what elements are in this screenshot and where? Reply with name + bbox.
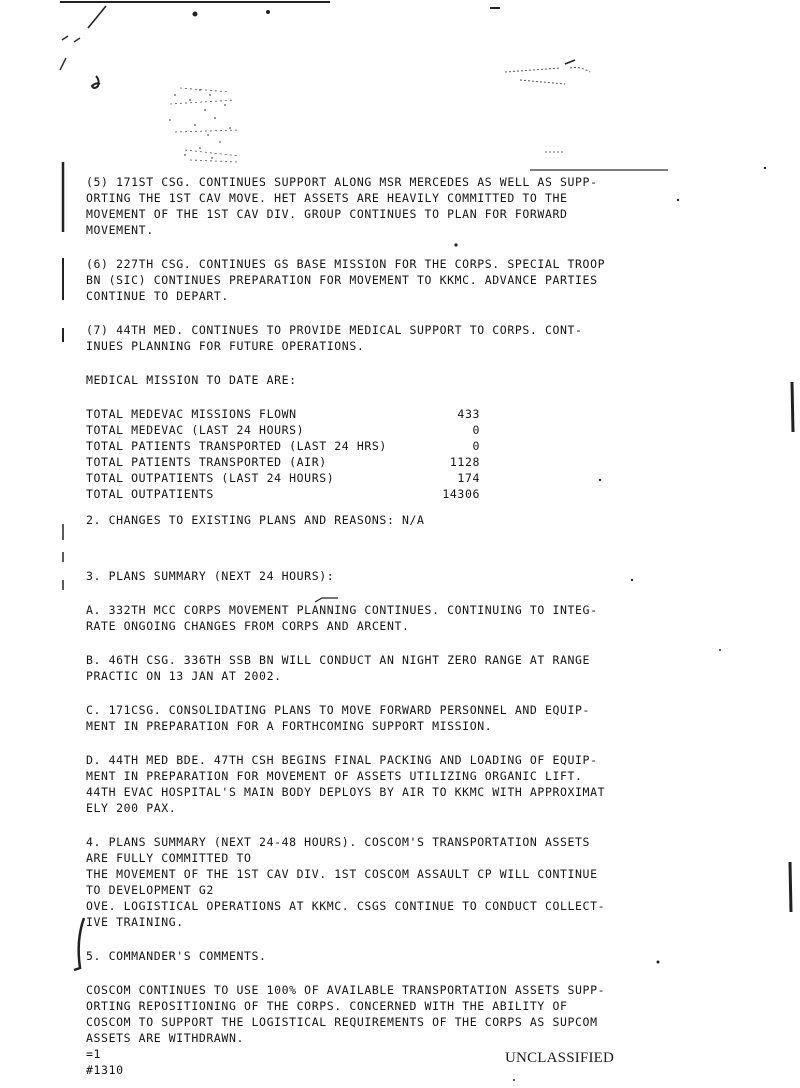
text-line: RATE ONGOING CHANGES FROM CORPS AND ARCENT. — [86, 619, 410, 633]
text-line: OVE. LOGISTICAL OPERATIONS AT KKMC. CSGS CONTINUE TO CONDUCT COLLECT- — [86, 899, 606, 913]
text-line: PRACTIC ON 13 JAN AT 2002. — [86, 669, 282, 683]
text-line: A. 332TH MCC CORPS MOVEMENT PLANNING CONTINUES. CONTINUING TO INTEG- — [86, 603, 598, 617]
text-line: THE MOVEMENT OF THE 1ST CAV DIV. 1ST COSCOM ASSAULT CP WILL CONTINUE — [86, 867, 598, 881]
footer-line: #1310 — [86, 1063, 124, 1077]
stat-value: 0 — [472, 439, 480, 453]
section-4 — [86, 834, 686, 930]
text-line: ELY 200 PAX. — [86, 801, 177, 815]
stat-row — [86, 454, 686, 470]
text-line: ARE FULLY COMMITTED TO — [86, 851, 252, 865]
text-line: ASSETS ARE WITHDRAWN. — [86, 1031, 244, 1045]
text-line: (7) 44TH MED. CONTINUES TO PROVIDE MEDICAL SUPPORT TO CORPS. CONT- — [86, 323, 583, 337]
text-line: 4. PLANS SUMMARY (NEXT 24-48 HOURS). COSCOM'S TRANSPORTATION ASSETS — [86, 835, 591, 849]
stat-row — [86, 486, 686, 502]
paragraph-b — [86, 652, 686, 684]
section-2 — [86, 512, 686, 528]
stat-label: TOTAL OUTPATIENTS — [86, 487, 214, 501]
text-line: MEDICAL MISSION TO DATE ARE: — [86, 373, 297, 387]
text-line: IVE TRAINING. — [86, 915, 184, 929]
stat-label: TOTAL MEDEVAC MISSIONS FLOWN — [86, 407, 297, 421]
stat-row — [86, 438, 686, 454]
paragraph-c — [86, 702, 686, 734]
stat-row — [86, 470, 686, 486]
text-line: B. 46TH CSG. 336TH SSB BN WILL CONDUCT AN NIGHT ZERO RANGE AT RANGE — [86, 653, 591, 667]
text-line: MENT IN PREPARATION FOR A FORTHCOMING SUPPORT MISSION. — [86, 719, 493, 733]
text-line: (6) 227TH CSG. CONTINUES GS BASE MISSION FOR THE CORPS. SPECIAL TROOP — [86, 257, 606, 271]
stat-value: 0 — [472, 423, 480, 437]
paragraph-44th-med — [86, 322, 686, 354]
paragraph-a — [86, 602, 686, 634]
paragraph-227th-csg — [86, 256, 686, 304]
stat-row — [86, 406, 686, 422]
stat-label: TOTAL OUTPATIENTS (LAST 24 HOURS) — [86, 471, 335, 485]
stat-value: 174 — [457, 471, 480, 485]
stat-label: TOTAL MEDEVAC (LAST 24 HOURS) — [86, 423, 305, 437]
stat-value: 1128 — [449, 455, 480, 469]
text-line: COSCOM TO SUPPORT THE LOGISTICAL REQUIREMENTS OF THE CORPS AS SUPCOM — [86, 1015, 598, 1029]
text-line: COSCOM CONTINUES TO USE 100% OF AVAILABLE TRANSPORTATION ASSETS SUPP- — [86, 983, 606, 997]
text-line: C. 171CSG. CONSOLIDATING PLANS TO MOVE FORWARD PERSONNEL AND EQUIP- — [86, 703, 591, 717]
medical-stats-table — [86, 406, 686, 502]
stat-label: TOTAL PATIENTS TRANSPORTED (AIR) — [86, 455, 327, 469]
stat-value: 14306 — [442, 487, 480, 501]
text-line: TO DEVELOPMENT G2 — [86, 883, 214, 897]
stat-value: 433 — [457, 407, 480, 421]
text-line: 5. COMMANDER'S COMMENTS. — [86, 949, 267, 963]
text-line: 44TH EVAC HOSPITAL'S MAIN BODY DEPLOYS BY AIR TO KKMC WITH APPROXIMAT — [86, 785, 606, 799]
text-line: D. 44TH MED BDE. 47TH CSH BEGINS FINAL PACKING AND LOADING OF EQUIP- — [86, 753, 598, 767]
text-line: MENT IN PREPARATION FOR MOVEMENT OF ASSETS UTILIZING ORGANIC LIFT. — [86, 769, 583, 783]
text-line: ORTING THE 1ST CAV MOVE. HET ASSETS ARE HEAVILY COMMITTED TO THE — [86, 191, 568, 205]
paragraph-171st-csg — [86, 174, 686, 238]
classification-marking: UNCLASSIFIED — [505, 1050, 615, 1066]
text-line: CONTINUE TO DEPART. — [86, 289, 229, 303]
text-line: 3. PLANS SUMMARY (NEXT 24 HOURS): — [86, 569, 335, 583]
stat-row — [86, 422, 686, 438]
paragraph-d — [86, 752, 686, 816]
section-5-heading — [86, 948, 686, 964]
stat-label: TOTAL PATIENTS TRANSPORTED (LAST 24 HRS) — [86, 439, 387, 453]
text-line: BN (SIC) CONTINUES PREPARATION FOR MOVEMENT TO KKMC. ADVANCE PARTIES — [86, 273, 598, 287]
medical-mission-heading — [86, 372, 686, 388]
text-line: 2. CHANGES TO EXISTING PLANS AND REASONS: N/A — [86, 513, 425, 527]
text-line: MOVEMENT. — [86, 223, 154, 237]
text-line: (5) 171ST CSG. CONTINUES SUPPORT ALONG MSR MERCEDES AS WELL AS SUPP- — [86, 175, 598, 189]
text-line: INUES PLANNING FOR FUTURE OPERATIONS. — [86, 339, 365, 353]
text-line: ORTING REPOSITIONING OF THE CORPS. CONCERNED WITH THE ABILITY OF — [86, 999, 568, 1013]
footer-line: =1 — [86, 1047, 102, 1061]
section-3-heading — [86, 568, 686, 584]
message-body — [86, 174, 686, 1078]
text-line: MOVEMENT OF THE 1ST CAV DIV. GROUP CONTINUES TO PLAN FOR FORWARD — [86, 207, 568, 221]
